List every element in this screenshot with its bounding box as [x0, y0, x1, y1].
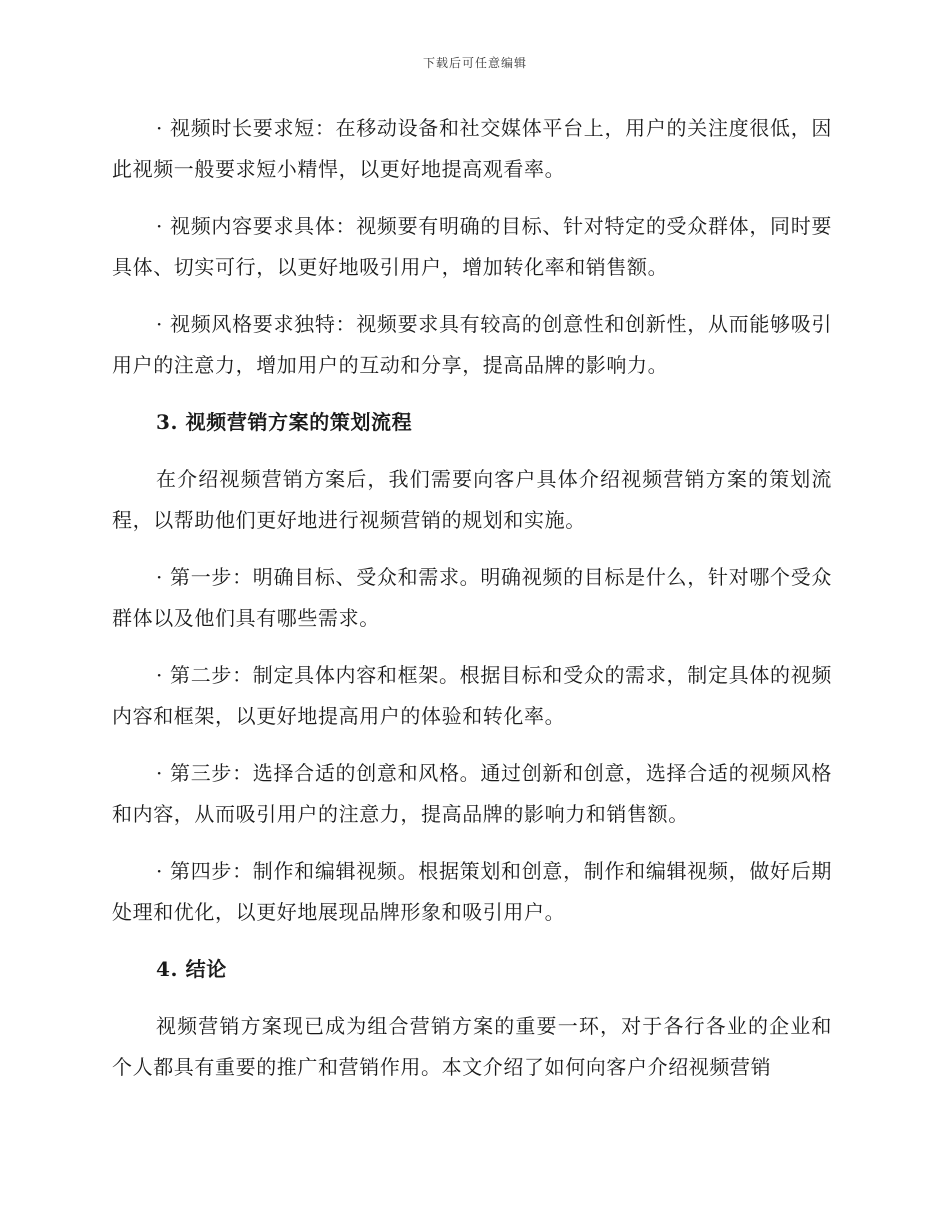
body-paragraph: 视频营销方案现已成为组合营销方案的重要一环，对于各行各业的企业和个人都具有重要的推广和营销作用。本文介绍了如何向客户介绍视频营销 [112, 1014, 832, 1079]
bullet-paragraph: · 第二步：制定具体内容和框架。根据目标和受众的需求，制定具体的视频内容和框架，以更好地提高用户的体验和转化率。 [112, 663, 832, 728]
section-heading: 3. 视频营销方案的策划流程 [156, 410, 413, 434]
bullet-paragraph: · 视频时长要求短：在移动设备和社交媒体平台上，用户的关注度很低，因此视频一般要求短小精悍，以更好地提高观看率。 [112, 116, 832, 181]
section-heading: 4. 结论 [156, 957, 227, 981]
bullet-paragraph: · 第四步：制作和编辑视频。根据策划和创意，制作和编辑视频，做好后期处理和优化，以更好地展现品牌形象和吸引用户。 [112, 859, 832, 924]
bullet-paragraph: · 视频内容要求具体：视频要有明确的目标、针对特定的受众群体，同时要具体、切实可行，以更好地吸引用户，增加转化率和销售额。 [112, 214, 832, 279]
bullet-paragraph: · 视频风格要求独特：视频要求具有较高的创意性和创新性，从而能够吸引用户的注意力，增加用户的互动和分享，提高品牌的影响力。 [112, 312, 832, 377]
bullet-paragraph: · 第一步：明确目标、受众和需求。明确视频的目标是什么，针对哪个受众群体以及他们具有哪些需求。 [112, 565, 832, 630]
page-header: 下载后可任意编辑 [422, 56, 527, 70]
bullet-paragraph: · 第三步：选择合适的创意和风格。通过创新和创意，选择合适的视频风格和内容，从而吸引用户的注意力，提高品牌的影响力和销售额。 [112, 761, 832, 826]
body-paragraph: 在介绍视频营销方案后，我们需要向客户具体介绍视频营销方案的策划流程，以帮助他们更好地进行视频营销的规划和实施。 [112, 467, 832, 532]
document-body [112, 108, 832, 1104]
